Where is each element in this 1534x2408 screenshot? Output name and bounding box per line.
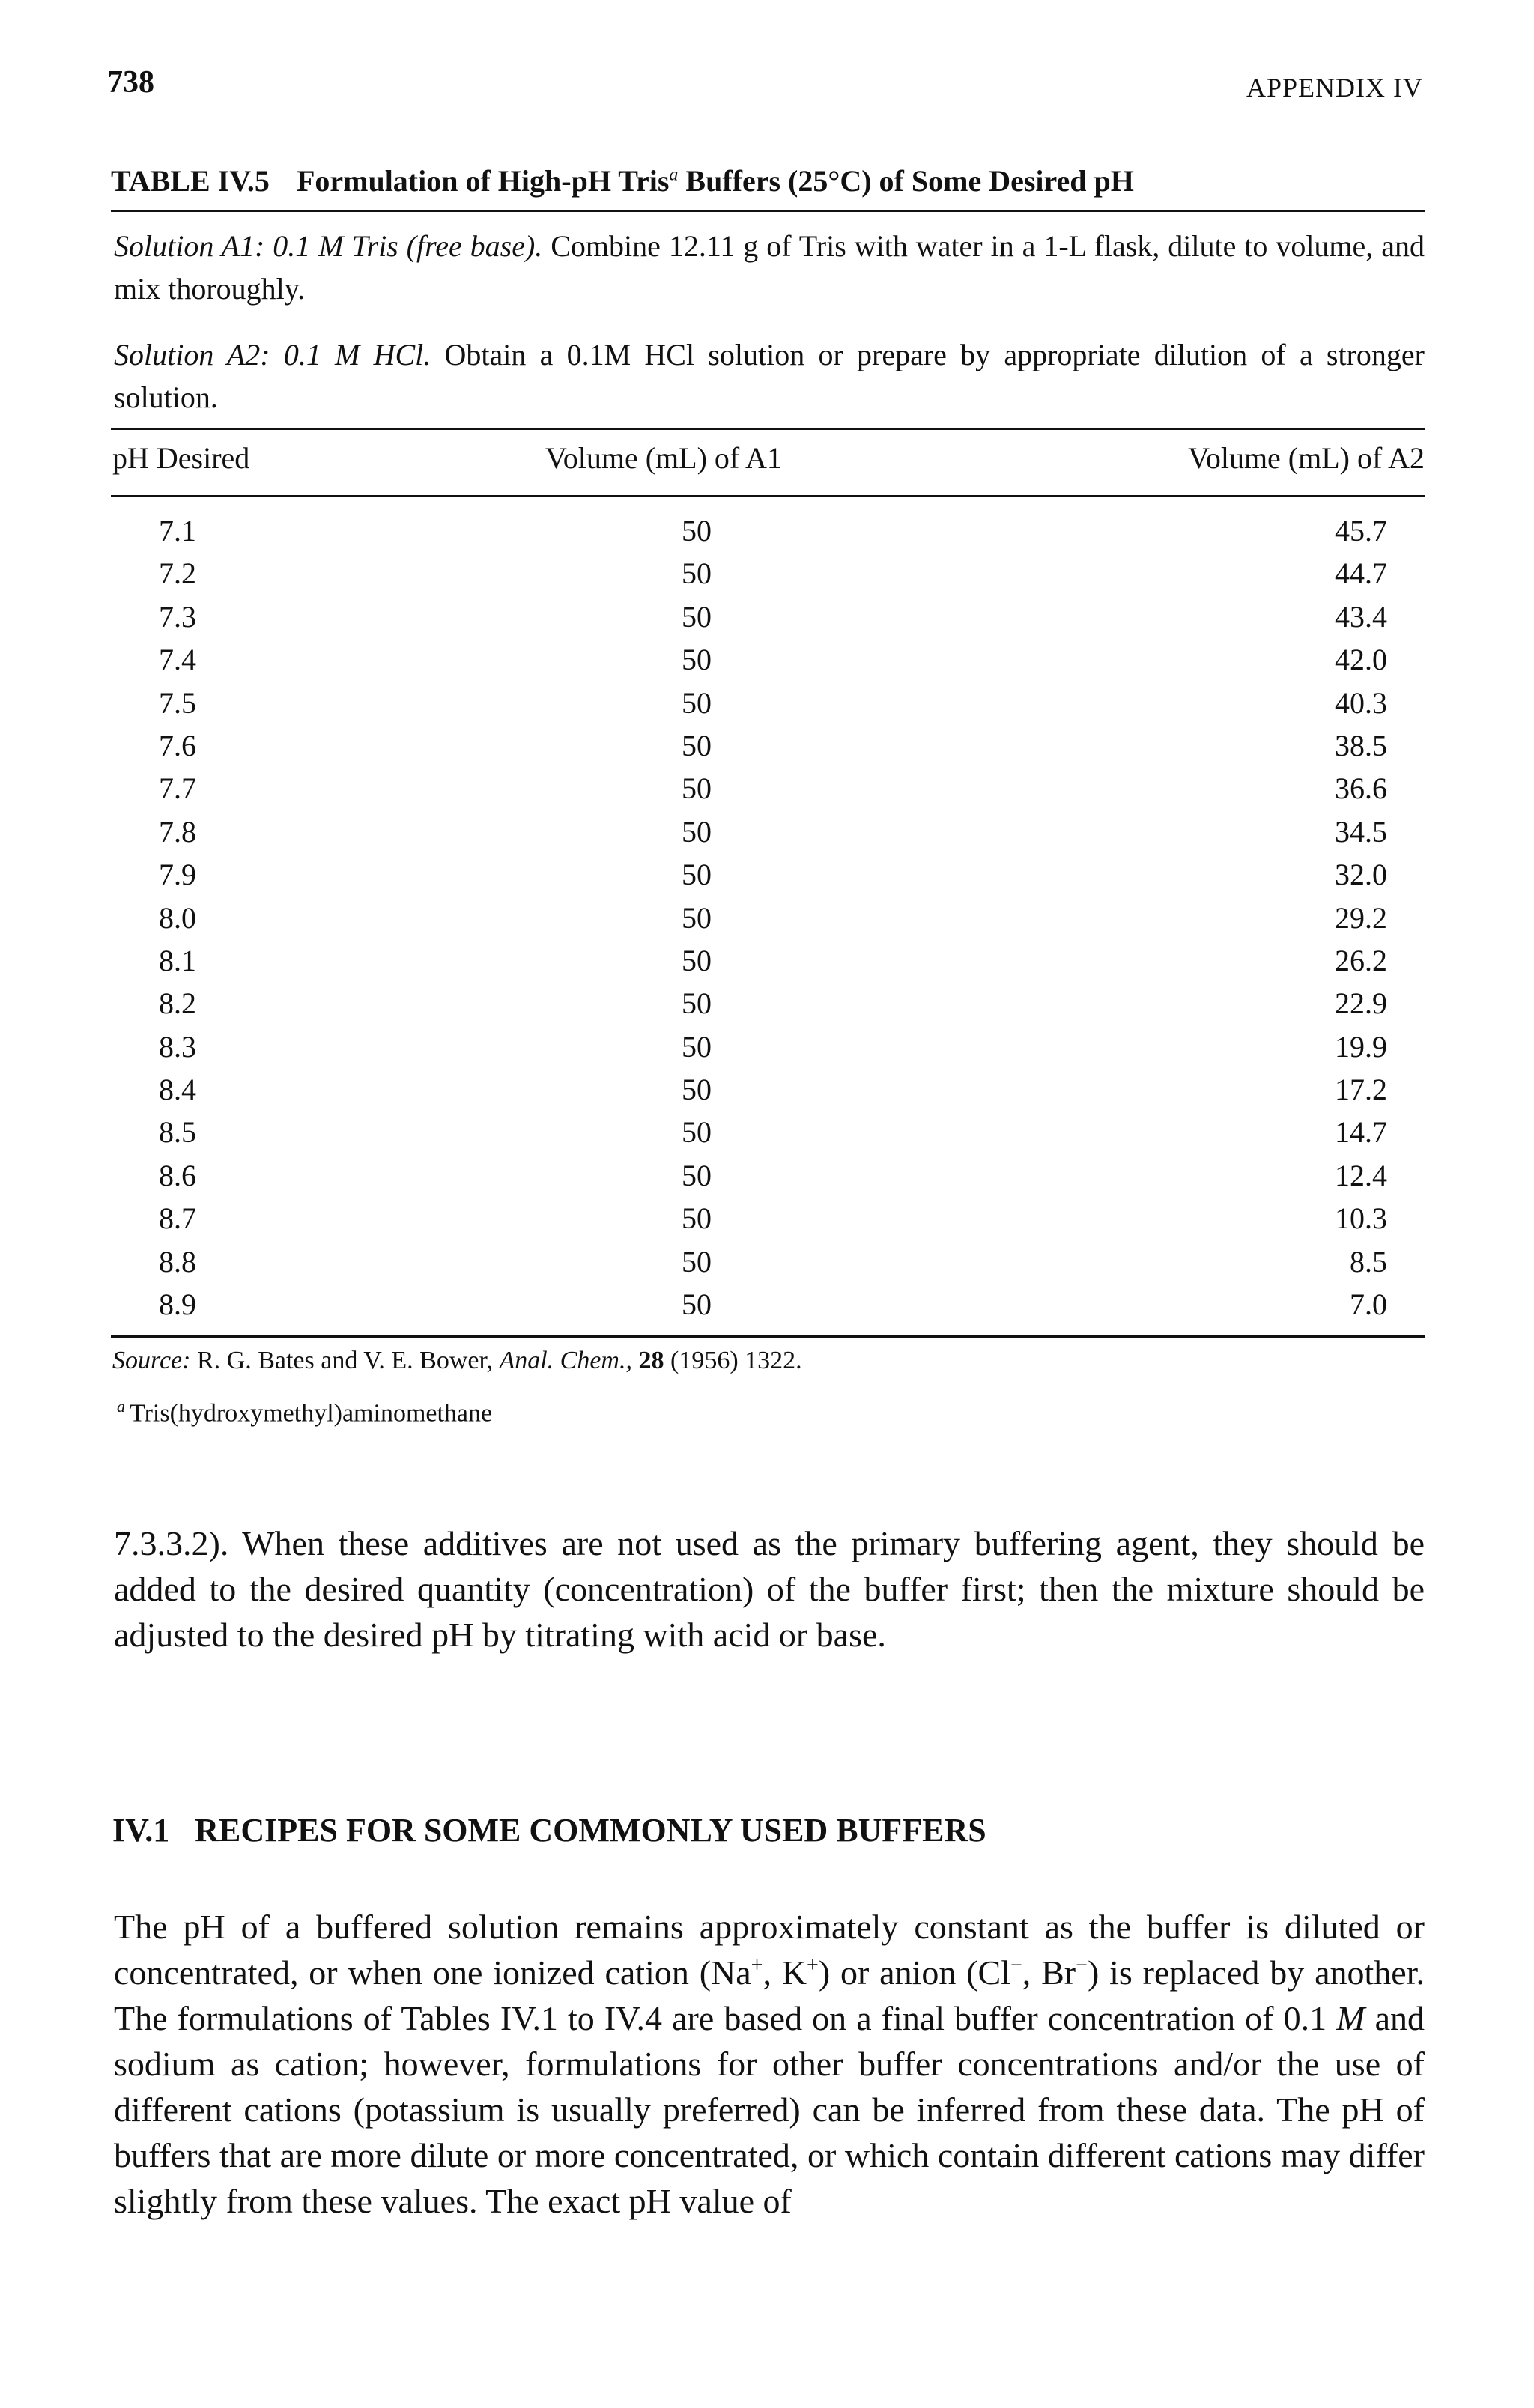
- table-row: [0, 900, 1534, 943]
- body-paragraph-2: [114, 1904, 1425, 2224]
- solution-a2-label: Solution A2: 0.1 M HCl.: [114, 338, 431, 371]
- cell-ph: 7.2: [159, 556, 196, 591]
- table-row: [0, 943, 1534, 986]
- column-header-ph: pH Desired: [112, 441, 250, 475]
- cell-volume-a2: 38.5: [1335, 728, 1387, 762]
- table-bottom-rule: [111, 1335, 1425, 1338]
- footnote-mark: a: [117, 1397, 125, 1416]
- table-title-text-1: Formulation of High-pH Tris: [296, 164, 670, 198]
- cell-volume-a1: 50: [682, 900, 712, 935]
- cell-volume-a1: 50: [682, 986, 712, 1021]
- column-header-bottom-rule: [111, 495, 1425, 497]
- cell-ph: 7.3: [159, 599, 196, 634]
- solution-a1-label: Solution A1: 0.1 M Tris (free base).: [114, 229, 543, 263]
- table-source: [112, 1347, 802, 1375]
- cell-ph: 8.2: [159, 986, 196, 1021]
- solution-a1-note: [114, 225, 1425, 310]
- source-label: Source:: [112, 1347, 191, 1374]
- cell-volume-a2: 7.0: [1350, 1288, 1387, 1322]
- p2-text-c: ) or anion (Cl: [818, 1953, 1010, 1992]
- cell-volume-a2: 22.9: [1335, 986, 1387, 1021]
- p2-text-a: The pH of a buffered solution remains approximately constant as the buffer is diluted or concentrated, or when one ionized cation (Na: [114, 1908, 1425, 1992]
- table-label: TABLE IV.5: [111, 164, 270, 198]
- column-header-a2: Volume (mL) of A2: [1188, 441, 1425, 475]
- table-row: [0, 857, 1534, 900]
- table-row: [0, 1287, 1534, 1329]
- cell-volume-a2: 45.7: [1335, 514, 1387, 548]
- cell-volume-a1: 50: [682, 643, 712, 677]
- table-row: [0, 642, 1534, 685]
- table-row: [0, 814, 1534, 857]
- cell-volume-a2: 44.7: [1335, 556, 1387, 591]
- table-row: [0, 771, 1534, 813]
- table-row: [0, 599, 1534, 642]
- table-title: [111, 163, 1134, 198]
- cell-ph: 8.7: [159, 1201, 196, 1236]
- cell-volume-a1: 50: [682, 1158, 712, 1192]
- cell-ph: 7.9: [159, 858, 196, 892]
- cell-ph: 8.6: [159, 1158, 196, 1192]
- table-row: [0, 986, 1534, 1028]
- table-row: [0, 685, 1534, 728]
- table-row: [0, 1201, 1534, 1243]
- cell-volume-a1: 50: [682, 771, 712, 806]
- table-footnote: [117, 1397, 492, 1428]
- cell-volume-a2: 36.6: [1335, 771, 1387, 806]
- cell-volume-a2: 40.3: [1335, 685, 1387, 720]
- cell-volume-a2: 43.4: [1335, 599, 1387, 634]
- cell-volume-a1: 50: [682, 1029, 712, 1064]
- cell-ph: 7.4: [159, 643, 196, 677]
- cell-ph: 8.9: [159, 1288, 196, 1322]
- cell-ph: 8.5: [159, 1115, 196, 1150]
- p2-text-e: ) is replaced by another. The formulations of Tables IV.1 to IV.4 are based on a final buffer concentration of 0.1: [114, 1953, 1425, 2037]
- table-row: [0, 1244, 1534, 1287]
- cell-volume-a1: 50: [682, 1201, 712, 1236]
- section-title: RECIPES FOR SOME COMMONLY USED BUFFERS: [195, 1812, 986, 1849]
- cell-volume-a2: 29.2: [1335, 900, 1387, 935]
- cell-ph: 7.6: [159, 728, 196, 762]
- cell-volume-a2: 10.3: [1335, 1201, 1387, 1236]
- cell-volume-a2: 42.0: [1335, 643, 1387, 677]
- table-top-rule: [111, 210, 1425, 212]
- cell-ph: 8.1: [159, 943, 196, 977]
- cell-ph: 8.8: [159, 1244, 196, 1279]
- p2-sup-cl: −: [1010, 1953, 1022, 1977]
- cell-volume-a2: 17.2: [1335, 1073, 1387, 1107]
- table-row: [0, 1158, 1534, 1201]
- cell-volume-a1: 50: [682, 1073, 712, 1107]
- cell-volume-a1: 50: [682, 858, 712, 892]
- footnote-text: Tris(hydroxymethyl)aminomethane: [130, 1399, 493, 1428]
- cell-volume-a1: 50: [682, 943, 712, 977]
- body-paragraph-1: 7.3.3.2). When these additives are not used as the primary buffering agent, they should be added to the desired quantity (concentration) of the buffer first; then the mixture should be adjusted to the desired pH by titrating with acid or base.: [114, 1524, 1425, 1654]
- p2-molar-unit: M: [1336, 1999, 1365, 2037]
- cell-ph: 7.7: [159, 771, 196, 806]
- cell-volume-a2: 32.0: [1335, 858, 1387, 892]
- section-heading: [112, 1811, 986, 1849]
- cell-volume-a1: 50: [682, 1288, 712, 1322]
- cell-volume-a1: 50: [682, 728, 712, 762]
- cell-volume-a1: 50: [682, 1115, 712, 1150]
- cell-volume-a2: 34.5: [1335, 814, 1387, 849]
- source-journal: Anal. Chem.,: [499, 1347, 632, 1374]
- cell-volume-a2: 12.4: [1335, 1158, 1387, 1192]
- source-authors: R. G. Bates and V. E. Bower,: [190, 1347, 500, 1374]
- cell-volume-a2: 14.7: [1335, 1115, 1387, 1150]
- table-title-footnote-mark: a: [669, 165, 679, 185]
- cell-volume-a1: 50: [682, 556, 712, 591]
- cell-volume-a2: 8.5: [1350, 1244, 1387, 1279]
- p2-text-b: , K: [763, 1953, 807, 1992]
- table-body: [0, 513, 1534, 1329]
- p2-sup-na: +: [751, 1953, 763, 1977]
- page-number: 738: [107, 65, 154, 100]
- cell-volume-a2: 19.9: [1335, 1029, 1387, 1064]
- running-title: APPENDIX IV: [1246, 73, 1423, 103]
- table-row: [0, 513, 1534, 556]
- table-row: [0, 1114, 1534, 1157]
- cell-ph: 7.5: [159, 685, 196, 720]
- p2-sup-br: −: [1076, 1953, 1088, 1977]
- p2-text-g: and sodium as cation; however, formulations for other buffer concentrations and/or the use of different cations (potassium is usually preferred) can be inferred from these data. The pH of buffers that are more dilute or more concentrated, or which contain different cations may differ slightly from these values. The exact pH value of: [114, 1999, 1425, 2220]
- table-row: [0, 556, 1534, 598]
- p2-sup-k: +: [807, 1953, 819, 1977]
- column-header-top-rule: [111, 428, 1425, 430]
- source-rest: (1956) 1322.: [664, 1347, 802, 1374]
- cell-ph: 7.1: [159, 514, 196, 548]
- cell-ph: 8.0: [159, 900, 196, 935]
- table-title-text-2: Buffers (25°C) of Some Desired pH: [678, 164, 1134, 198]
- cell-ph: 7.8: [159, 814, 196, 849]
- table-row: [0, 1072, 1534, 1114]
- solution-a1-text: Combine 12.11 g of Tris with water in a 1-L flask, dilute to volume, and mix thoroughly.: [114, 229, 1425, 306]
- cell-volume-a2: 26.2: [1335, 943, 1387, 977]
- cell-ph: 8.4: [159, 1073, 196, 1107]
- cell-volume-a1: 50: [682, 599, 712, 634]
- source-volume: 28: [632, 1347, 664, 1374]
- solution-a2-text: Obtain a 0.1M HCl solution or prepare by appropriate dilution of a stronger solution.: [114, 338, 1425, 414]
- cell-ph: 8.3: [159, 1029, 196, 1064]
- solution-a2-note: [114, 333, 1425, 419]
- table-row: [0, 1029, 1534, 1072]
- section-number: IV.1: [112, 1812, 170, 1849]
- cell-volume-a1: 50: [682, 514, 712, 548]
- table-row: [0, 728, 1534, 771]
- column-header-a1: Volume (mL) of A1: [545, 441, 782, 475]
- cell-volume-a1: 50: [682, 814, 712, 849]
- cell-volume-a1: 50: [682, 685, 712, 720]
- p2-text-d: , Br: [1022, 1953, 1076, 1992]
- cell-volume-a1: 50: [682, 1244, 712, 1279]
